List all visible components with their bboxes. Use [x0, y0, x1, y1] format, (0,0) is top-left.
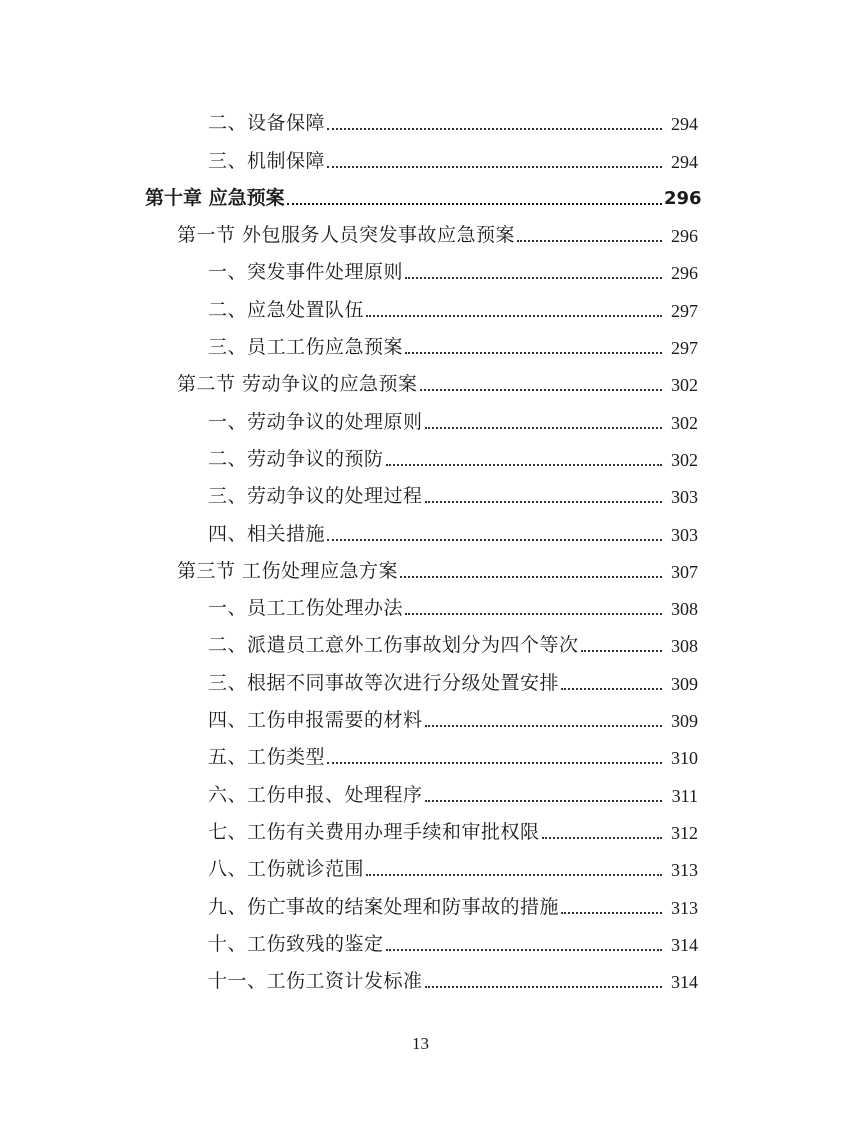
toc-entry-label: 三、机制保障	[208, 149, 326, 172]
toc-entry-page: 294	[671, 151, 698, 172]
dot-leader	[327, 762, 662, 764]
toc-entry-page: 297	[671, 300, 698, 321]
toc-entry-page: 308	[671, 636, 698, 657]
dot-leader	[327, 128, 662, 130]
toc-entry[interactable]	[0, 736, 841, 773]
toc-entry-page: 307	[671, 561, 698, 582]
toc-entry-label: 二、派遣员工意外工伤事故划分为四个等次	[208, 634, 579, 657]
toc-entry-page: 296	[671, 263, 698, 284]
toc-entry-label: 八、工伤就诊范围	[208, 858, 365, 881]
toc-entry-label: 一、突发事件处理原则	[208, 261, 404, 284]
toc-entry[interactable]	[0, 848, 841, 885]
toc-entry[interactable]	[0, 288, 841, 325]
toc-entry-page: 309	[671, 673, 698, 694]
toc-entry-label: 六、工伤申报、处理程序	[208, 783, 423, 806]
toc-entry[interactable]	[0, 251, 841, 288]
toc-entry[interactable]	[0, 438, 841, 475]
toc-entry-page: 310	[671, 748, 698, 769]
toc-entry-label: 三、劳动争议的处理过程	[208, 485, 423, 508]
dot-leader	[561, 688, 662, 690]
dot-leader	[561, 912, 662, 914]
toc-entry-label: 三、根据不同事故等次进行分级处置安排	[208, 671, 560, 694]
dot-leader	[386, 464, 662, 466]
dot-leader	[425, 501, 662, 503]
toc-entry-label: 第二节 劳动争议的应急预案	[177, 373, 418, 396]
toc-section-entry[interactable]	[0, 550, 841, 587]
dot-leader	[425, 986, 662, 988]
toc-entry-label: 三、员工工伤应急预案	[208, 336, 404, 359]
dot-leader	[425, 800, 662, 802]
toc-entry-label: 五、工伤类型	[208, 746, 326, 769]
toc-entry[interactable]	[0, 326, 841, 363]
toc-entry[interactable]	[0, 475, 841, 512]
toc-entry-label: 第十章 应急预案	[145, 186, 285, 209]
table-of-contents	[0, 102, 841, 997]
toc-entry-label: 九、伤亡事故的结案处理和防事故的措施	[208, 895, 560, 918]
toc-entry-page: 303	[671, 487, 698, 508]
toc-entry-label: 二、劳动争议的预防	[208, 447, 384, 470]
page-number: 13	[412, 1034, 429, 1053]
toc-entry-page: 309	[671, 711, 698, 732]
dot-leader	[366, 315, 662, 317]
toc-entry-page: 313	[671, 860, 698, 881]
dot-leader	[386, 949, 662, 951]
dot-leader	[581, 650, 662, 652]
toc-entry-page: 302	[671, 375, 698, 396]
dot-leader	[327, 166, 662, 168]
toc-entry-page: 296	[664, 187, 702, 209]
toc-entry-label: 第三节 工伤处理应急方案	[177, 559, 399, 582]
toc-entry-page: 303	[671, 524, 698, 545]
toc-entry[interactable]	[0, 773, 841, 810]
toc-entry-label: 十、工伤致残的鉴定	[208, 932, 384, 955]
dot-leader	[542, 837, 662, 839]
toc-entry-label: 二、应急处置队伍	[208, 298, 365, 321]
toc-entry[interactable]	[0, 102, 841, 139]
dot-leader	[287, 203, 662, 205]
toc-entry[interactable]	[0, 661, 841, 698]
toc-entry-page: 302	[671, 412, 698, 433]
toc-entry[interactable]	[0, 624, 841, 661]
dot-leader	[366, 874, 662, 876]
toc-entry-label: 一、员工工伤处理办法	[208, 597, 404, 620]
toc-entry-page: 302	[671, 449, 698, 470]
dot-leader	[425, 427, 662, 429]
toc-entry-label: 四、工伤申报需要的材料	[208, 709, 423, 732]
toc-entry-page: 312	[671, 822, 698, 843]
toc-entry-label: 十一、工伤工资计发标准	[208, 970, 423, 993]
toc-entry-page: 294	[671, 114, 698, 135]
dot-leader	[420, 389, 662, 391]
toc-section-entry[interactable]	[0, 214, 841, 251]
toc-entry[interactable]	[0, 885, 841, 922]
dot-leader	[405, 352, 662, 354]
toc-entry-page: 313	[671, 897, 698, 918]
toc-entry-page: 297	[671, 338, 698, 359]
dot-leader	[400, 576, 662, 578]
dot-leader	[405, 277, 662, 279]
toc-entry[interactable]	[0, 512, 841, 549]
toc-entry-label: 二、设备保障	[208, 112, 326, 135]
dot-leader	[517, 240, 662, 242]
toc-entry-label: 七、工伤有关费用办理手续和审批权限	[208, 820, 540, 843]
toc-entry-page: 296	[671, 226, 698, 247]
toc-entry[interactable]	[0, 811, 841, 848]
toc-entry[interactable]	[0, 139, 841, 176]
dot-leader	[327, 539, 662, 541]
toc-entry[interactable]	[0, 699, 841, 736]
toc-entry-label: 第一节 外包服务人员突发事故应急预案	[177, 224, 516, 247]
toc-entry-page: 314	[671, 972, 698, 993]
toc-entry-label: 四、相关措施	[208, 522, 326, 545]
toc-entry-page: 311	[671, 785, 698, 806]
toc-entry-page: 314	[671, 934, 698, 955]
toc-entry-label: 一、劳动争议的处理原则	[208, 410, 423, 433]
toc-entry[interactable]	[0, 923, 841, 960]
toc-chapter-entry[interactable]	[0, 177, 841, 214]
toc-entry[interactable]	[0, 960, 841, 997]
dot-leader	[405, 613, 662, 615]
dot-leader	[425, 725, 662, 727]
toc-entry[interactable]	[0, 400, 841, 437]
toc-section-entry[interactable]	[0, 363, 841, 400]
toc-entry-page: 308	[671, 599, 698, 620]
toc-entry[interactable]	[0, 587, 841, 624]
